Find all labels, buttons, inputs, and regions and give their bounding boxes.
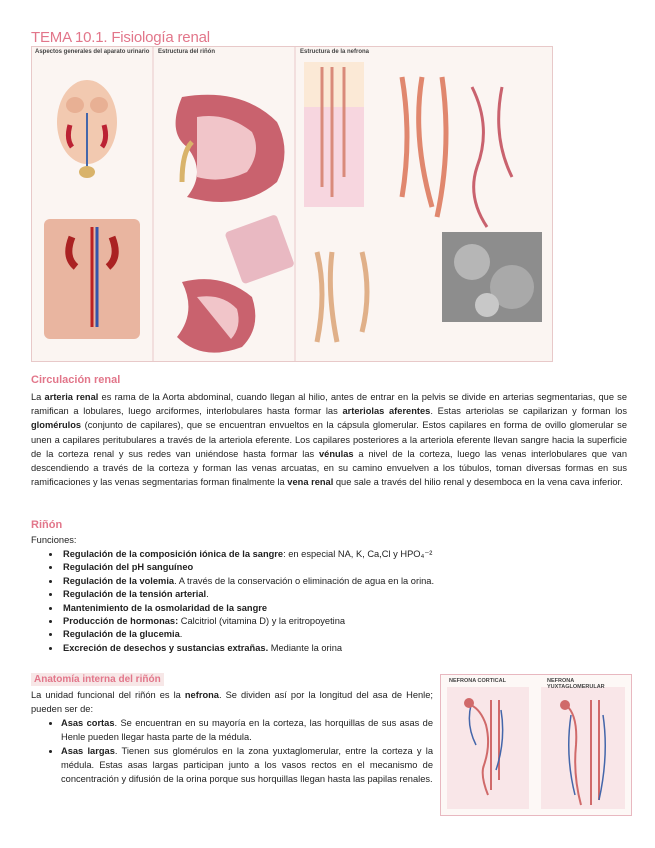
funciones-label: Funciones: (31, 535, 77, 545)
funcion-rest: Calcitriol (vitamina D) y la eritropoyetina (178, 616, 346, 627)
anat-intro-1: La unidad funcional del riñón es la (31, 690, 185, 700)
circulacion-paragraph (31, 390, 627, 489)
funcion-rest: . (206, 589, 209, 600)
heading-circulacion: Circulación renal (31, 374, 121, 386)
asa-rest: . Tienen sus glomérulos en la zona yuxtaglomerular, entre la corteza y la médula. Estas asas largas participan junto a los vasos rectos en el mecanismo de concentración y difusión de la orina porque sus horquillas llegan hasta las papilas renales. (61, 746, 433, 784)
asas-list (31, 716, 433, 786)
funcion-bold: Regulación de la glucemia (63, 629, 180, 640)
circ-text-3: . Estas arteriolas se capilarizan y forman los (430, 406, 627, 417)
nephron-types-illustration (441, 675, 631, 815)
panel-title-kidney: Estructura del riñón (158, 49, 216, 55)
list-item (61, 602, 621, 615)
list-item (61, 628, 621, 641)
anatomia-text (31, 688, 433, 786)
list-item (61, 642, 621, 655)
list-item (61, 548, 621, 561)
circ-bold-glomerulos: glomérulos (31, 420, 82, 431)
circ-bold-venulas: vénulas (318, 448, 354, 459)
figure-title-cortical: NEFRONA CORTICAL (449, 678, 506, 684)
circ-bold-vena: vena renal (287, 477, 334, 488)
funcion-bold: Regulación del pH sanguíneo (63, 562, 194, 573)
list-item (61, 615, 621, 628)
funcion-rest: . A través de la conservación o eliminación de agua en la orina. (174, 575, 435, 586)
funcion-bold: Regulación de la volemia (63, 575, 175, 586)
asa-bold: Asas largas (61, 746, 115, 756)
circ-text-1: La (31, 392, 45, 402)
circ-bold-arteriolas: arteriolas aferentes (342, 406, 431, 417)
urinary-system-figure (31, 46, 553, 362)
page-title: TEMA 10.1. Fisiología renal (31, 29, 210, 46)
list-item (61, 588, 621, 601)
heading-anatomia: Anatomía interna del riñón (31, 673, 164, 686)
nephron-types-figure (440, 674, 632, 816)
funcion-bold: Producción de hormonas: (63, 616, 179, 627)
list-item (61, 561, 621, 574)
circ-text-2: es rama de la Aorta abdominal, cuando llegan al hilio, antes de entrar en la pelvis se divide en arterias segmentarias, que se ramifican a lobulares, luego arciformes, interlobulares hasta formar las (31, 392, 627, 417)
list-item (61, 575, 621, 588)
funcion-rest: : en especial NA, K, Ca,Cl y HPO₄⁻² (283, 549, 433, 559)
funcion-bold: Mantenimiento de la osmolaridad de la sangre (63, 602, 268, 613)
funcion-bold: Regulación de la tensión arterial (63, 589, 207, 600)
panel-title-urinary: Aspectos generales del aparato urinario (35, 49, 150, 55)
heading-rinon: Riñón (31, 519, 63, 531)
funcion-bold: Excreción de desechos y sustancias extrañas. (63, 642, 269, 653)
urinary-system-illustration (32, 47, 552, 361)
asa-bold: Asas cortas (61, 718, 115, 728)
anat-intro-bold: nefrona (184, 690, 219, 700)
asa-rest: . Se encuentran en su mayoría en la corteza, las horquillas de sus asas de Henle pueden llegar hasta parte de la médula. (61, 718, 433, 742)
funcion-bold: Regulación de la composición iónica de la sangre (63, 549, 284, 559)
list-item (61, 744, 433, 786)
panel-title-nephron: Estructura de la nefrona (300, 49, 370, 55)
circ-bold-arteria: arteria renal (44, 392, 99, 402)
funcion-rest: Mediante la orina (268, 642, 343, 653)
circ-text-6: que sale a través del hilio renal y desemboca en la vena cava inferior. (333, 477, 623, 488)
funciones-list (31, 548, 621, 655)
circ-text-4: (conjunto de capilares), que se encuentran envueltos en la cápsula glomerular. Estos capilares en forma de ovillo glomerular se unen a capilares peritubulares a través de la arteriola eferente. Los capilares posteriores a la arteriola eferente llevan sangre hacia la superficie de la corteza renal y sus redes van uniéndose hasta formar las (31, 420, 627, 459)
list-item (61, 716, 433, 744)
funcion-rest: . (179, 629, 183, 640)
figure-title-yuxta: NEFRONA YUXTAGLOMERULAR (547, 678, 605, 690)
circ-text-5: a nivel de la corteza, luego las venas interlobulares que van descendiendo a través de la corteza y forman las venas arcuatas, en su camino envuelven a los túbulos, toman diversas formas en sus ramificaciones y las venas segmentarias forman finalmente la (31, 448, 627, 488)
anat-intro-2: . Se dividen así por la longitud del asa de Henle; pueden ser de: (31, 690, 433, 714)
